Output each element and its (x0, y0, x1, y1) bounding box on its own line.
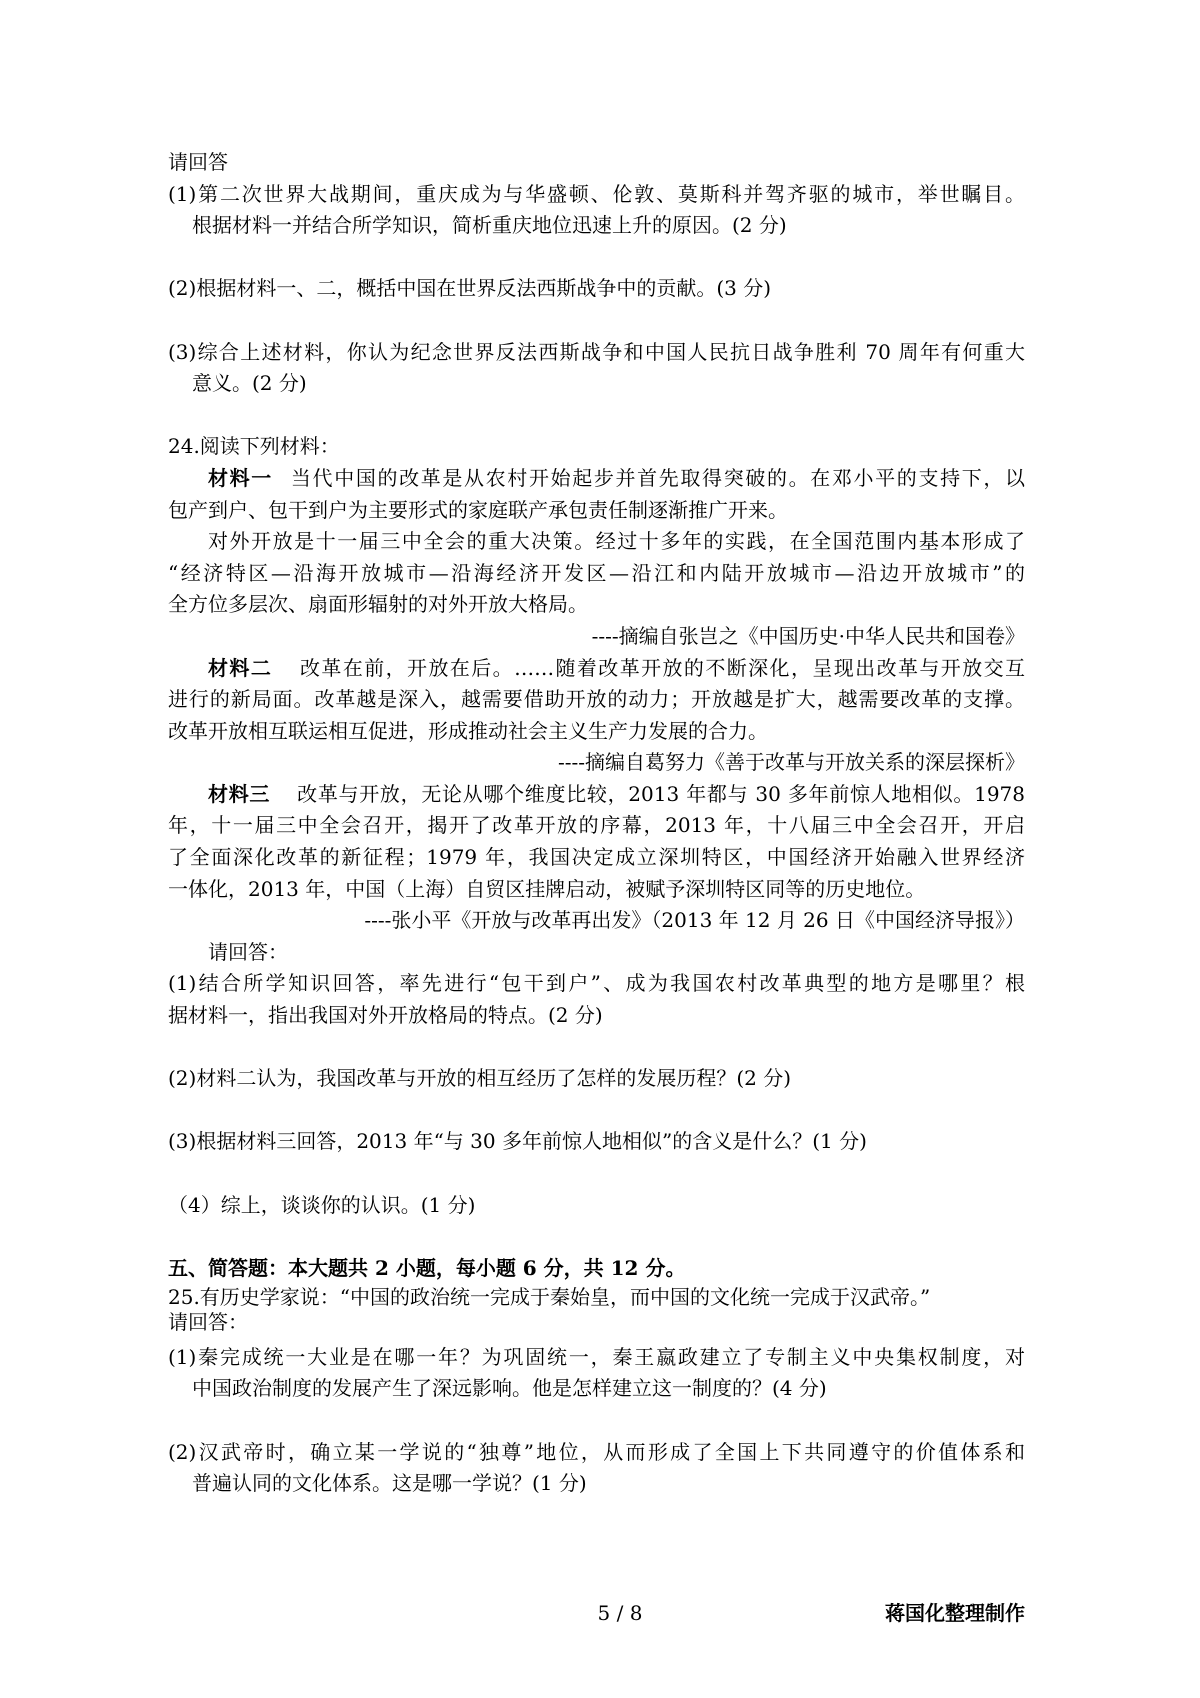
q24-heading: 24.阅读下列材料： (168, 434, 340, 459)
material1-source: ----摘编自张岂之《中国历史·中华人民共和国卷》 (591, 623, 1025, 648)
answer-space (168, 1158, 1025, 1190)
q24-sub2: (2)材料二认为，我国改革与开放的相互经历了怎样的发展历程？(2 分) (168, 1066, 792, 1091)
material3-line1 (168, 779, 1025, 811)
material2-label: 材料二 (208, 655, 273, 680)
answer-space (168, 400, 1025, 432)
material1-line5: 全方位多层次、扇面形辐射的对外开放大格局。 (168, 592, 588, 617)
q25-prompt: 请回答： (168, 1309, 248, 1334)
material3-source: ----张小平《开放与改革再出发》（2013 年 12 月 26 日《中国经济导报》） (364, 908, 1025, 933)
q25-sub1-line1: (1)秦完成统一大业是在哪一年？为巩固统一，秦王嬴政建立了专制主义中央集权制度，对 (168, 1344, 1025, 1369)
page-number: 5 / 8 (597, 1601, 643, 1625)
material2-line3: 改革开放相互联运相互促进，形成推动社会主义生产力发展的合力。 (168, 718, 768, 743)
q24-sub1-line1: (1)结合所学知识回答，率先进行“包干到户”、成为我国农村改革典型的地方是哪里？根 (168, 971, 1025, 996)
q25-sub1-line2: 中国政治制度的发展产生了深远影响。他是怎样建立这一制度的？(4 分) (192, 1376, 827, 1401)
answer-space (168, 1405, 1025, 1437)
material3-line3: 了全面深化改革的新征程；1979 年，我国决定成立深圳特区，中国经济开始融入世界经济 (168, 845, 1025, 870)
q24-sub3: (3)根据材料三回答，2013 年“与 30 多年前惊人地相似”的含义是什么？(1 分) (168, 1129, 867, 1154)
material1-label: 材料一 (208, 465, 273, 490)
material3-label: 材料三 (208, 781, 271, 806)
material3-line4: 一体化，2013 年，中国（上海）自贸区挂牌启动，被赋予深圳特区同等的历史地位。 (168, 876, 926, 901)
page-body (168, 147, 1025, 1500)
material1-line4: “经济特区—沿海开放城市—沿海经济开发区—沿江和内陆开放城市—沿边开放城市”的 (168, 560, 1025, 585)
section5-heading: 五、简答题：本大题共 2 小题，每小题 6 分，共 12 分。 (168, 1255, 686, 1280)
material3-text: 改革与开放，无论从哪个维度比较，2013 年都与 30 多年前惊人地相似。1978 (297, 781, 1026, 806)
material1-line2: 包产到户、包干到户为主要形式的家庭联产承包责任制逐渐推广开来。 (168, 497, 788, 522)
answer-space (168, 1221, 1025, 1253)
q23-sub1-line2: 根据材料一并结合所学知识，简析重庆地位迅速上升的原因。(2 分) (192, 213, 787, 238)
answer-space (168, 242, 1025, 274)
q23-prompt: 请回答 (168, 150, 228, 174)
q23-sub1-line1: (1)第二次世界大战期间，重庆成为与华盛顿、伦敦、莫斯科并驾齐驱的城市，举世瞩目。 (168, 181, 1025, 206)
material2-line2: 进行的新局面。改革越是深入，越需要借助开放的动力；开放越是扩大，越需要改革的支撑。 (168, 687, 1025, 712)
footer-credit: 蒋国化整理制作 (885, 1601, 1025, 1625)
material2-line1 (168, 653, 1025, 685)
q25-sub2-line2: 普遍认同的文化体系。这是哪一学说？(1 分) (192, 1471, 587, 1496)
answer-space (168, 1032, 1025, 1064)
q25-intro: 25.有历史学家说：“中国的政治统一完成于秦始皇，而中国的文化统一完成于汉武帝。” (168, 1284, 931, 1309)
material1-text: 当代中国的改革是从农村开始起步并首先取得突破的。在邓小平的支持下，以 (290, 465, 1026, 490)
q24-sub4: （4）综上，谈谈你的认识。(1 分) (168, 1192, 476, 1217)
answer-space (168, 305, 1025, 337)
material3-line2: 年，十一届三中全会召开，揭开了改革开放的序幕，2013 年，十八届三中全会召开，开启 (168, 813, 1025, 838)
q24-sub1-line2: 据材料一，指出我国对外开放格局的特点。(2 分) (168, 1003, 603, 1028)
material2-text: 改革在前，开放在后。……随着改革开放的不断深化，呈现出改革与开放交互 (300, 655, 1026, 680)
q23-sub2: (2)根据材料一、二，概括中国在世界反法西斯战争中的贡献。(3 分) (168, 276, 772, 301)
q23-sub3-line2: 意义。(2 分) (192, 371, 307, 396)
q25-sub2-line1: (2)汉武帝时，确立某一学说的“独尊”地位，从而形成了全国上下共同遵守的价值体系和 (168, 1439, 1025, 1464)
material1-line1 (168, 463, 1025, 495)
q24-prompt: 请回答： (208, 939, 288, 964)
q23-sub3-line1: (3)综合上述材料，你认为纪念世界反法西斯战争和中国人民抗日战争胜利 70 周年有何重大 (168, 339, 1025, 364)
material1-line3: 对外开放是十一届三中全会的重大决策。经过十多年的实践，在全国范围内基本形成了 (208, 529, 1025, 554)
answer-space (168, 1095, 1025, 1127)
material2-source: ----摘编自葛努力《善于改革与开放关系的深层探析》 (557, 750, 1025, 775)
